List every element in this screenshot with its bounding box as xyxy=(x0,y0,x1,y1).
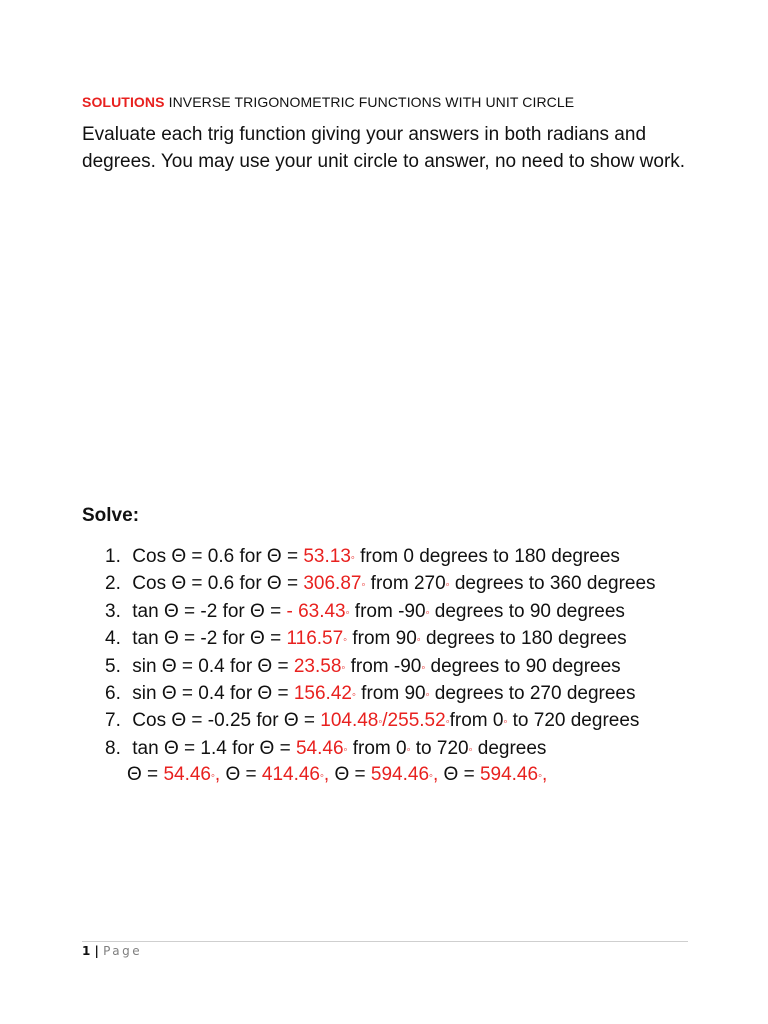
degree-symbol: ◦ xyxy=(350,552,355,564)
problem-item xyxy=(105,570,656,597)
comma: , xyxy=(214,764,226,785)
degree-symbol: ◦ xyxy=(468,743,473,756)
problem-range: degrees to 90 degrees xyxy=(429,600,625,622)
problem-item xyxy=(105,625,656,652)
degree-symbol: ◦ xyxy=(378,716,383,729)
degree-symbol: ◦ xyxy=(538,770,542,782)
degree-symbol: ◦ xyxy=(351,688,356,701)
solution-value: 594.46 xyxy=(479,764,539,785)
footer-separator: | xyxy=(90,944,104,958)
degree-symbol: ◦ xyxy=(361,579,366,592)
problem-number: 8. xyxy=(105,737,121,759)
problem-range-start: from 0 xyxy=(347,737,407,759)
problem-item xyxy=(105,680,656,707)
problem-range: degrees to 360 degrees xyxy=(449,573,656,595)
degree-symbol: ◦ xyxy=(445,716,450,729)
additional-solutions xyxy=(127,761,547,790)
comma: , xyxy=(432,764,444,785)
problem-number: 2. xyxy=(105,573,121,595)
answer-value: 23.58 xyxy=(293,655,342,677)
problem-range-end: to 720 xyxy=(410,737,469,759)
theta-label: Θ = xyxy=(334,764,371,785)
problem-item xyxy=(105,653,656,680)
problem-range-start: from 90 xyxy=(347,628,417,650)
theta-label: Θ = xyxy=(127,764,164,785)
solve-heading: Solve: xyxy=(82,505,140,526)
problem-item xyxy=(105,707,656,734)
degree-symbol: ◦ xyxy=(343,634,348,647)
degree-symbol: ◦ xyxy=(425,606,430,619)
degree-symbol: ◦ xyxy=(406,743,411,756)
theta-label: Θ = xyxy=(443,764,480,785)
problem-equation: Cos Θ = 0.6 for Θ = xyxy=(132,573,304,595)
problem-range-start: from -90 xyxy=(345,655,422,677)
degree-symbol: ◦ xyxy=(210,770,215,782)
degree-symbol: ◦ xyxy=(421,661,426,674)
heading-title: INVERSE TRIGONOMETRIC FUNCTIONS WITH UNIT CIRCLE xyxy=(168,94,575,110)
problem-item xyxy=(105,543,656,570)
page-footer xyxy=(82,944,142,958)
degree-symbol: ◦ xyxy=(503,716,508,729)
answer-value: - 63.43 xyxy=(286,600,346,622)
problem-equation: sin Θ = 0.4 for Θ = xyxy=(132,655,294,677)
instructions-paragraph: Evaluate each trig function giving your answers in both radians and degrees. You may use your unit circle to answer, no need to show work. xyxy=(82,124,686,172)
answer-value-second: /255.52 xyxy=(382,710,446,732)
degree-symbol: ◦ xyxy=(445,579,450,592)
answer-value: 54.46 xyxy=(295,737,344,759)
problem-item xyxy=(105,598,656,625)
problem-range: degrees to 90 degrees xyxy=(425,655,621,677)
problem-equation: Cos Θ = 0.6 for Θ = xyxy=(132,546,304,567)
theta-label: Θ = xyxy=(225,764,262,785)
problem-range-start: from 0 xyxy=(449,710,504,732)
solution-value: 414.46 xyxy=(261,764,321,785)
problem-range: to 720 degrees xyxy=(507,710,640,732)
degree-symbol: ◦ xyxy=(345,606,350,619)
problem-number: 3. xyxy=(105,600,121,622)
comma: , xyxy=(541,764,548,785)
degree-symbol: ◦ xyxy=(429,770,433,782)
problem-equation: tan Θ = 1.4 for Θ = xyxy=(132,737,296,759)
problem-range-start: from -90 xyxy=(349,600,426,622)
solution-value: 594.46 xyxy=(370,764,430,785)
degree-symbol: ◦ xyxy=(343,743,348,756)
degree-symbol: ◦ xyxy=(341,661,346,674)
problem-range: from 0 degrees to 180 degrees xyxy=(354,546,620,567)
problem-range: degrees to 180 degrees xyxy=(420,628,627,650)
problem-number: 1. xyxy=(105,546,121,567)
answer-value: 156.42 xyxy=(293,682,352,704)
page-word: Page xyxy=(103,944,143,958)
footer-divider xyxy=(82,941,688,942)
answer-value: 306.87 xyxy=(303,573,362,595)
degree-symbol: ◦ xyxy=(425,688,430,701)
problem-equation: Cos Θ = -0.25 for Θ = xyxy=(132,710,321,732)
problem-equation: tan Θ = -2 for Θ = xyxy=(132,628,287,650)
problem-range: degrees to 270 degrees xyxy=(429,682,636,704)
answer-value: 116.57 xyxy=(286,628,344,650)
degree-symbol: ◦ xyxy=(416,634,421,647)
problem-number: 5. xyxy=(105,655,121,677)
problem-equation: sin Θ = 0.4 for Θ = xyxy=(132,682,294,704)
answer-value: 104.48 xyxy=(320,710,379,732)
problem-number: 4. xyxy=(105,628,121,650)
problem-range-start: from 270 xyxy=(365,573,446,595)
solutions-label: SOLUTIONS xyxy=(82,94,165,110)
problem-number: 7. xyxy=(105,710,121,732)
solution-value: 54.46 xyxy=(163,764,211,785)
problem-item xyxy=(105,735,656,762)
answer-value: 53.13 xyxy=(303,546,351,567)
problem-number: 6. xyxy=(105,682,121,704)
document-heading xyxy=(82,94,574,110)
problem-range-start: from 90 xyxy=(355,682,426,704)
problem-range: degrees xyxy=(472,737,547,759)
degree-symbol: ◦ xyxy=(320,770,324,782)
page-number: 1 xyxy=(82,944,91,958)
comma: , xyxy=(323,764,335,785)
problem-list xyxy=(105,543,656,762)
problem-equation: tan Θ = -2 for Θ = xyxy=(132,600,287,622)
